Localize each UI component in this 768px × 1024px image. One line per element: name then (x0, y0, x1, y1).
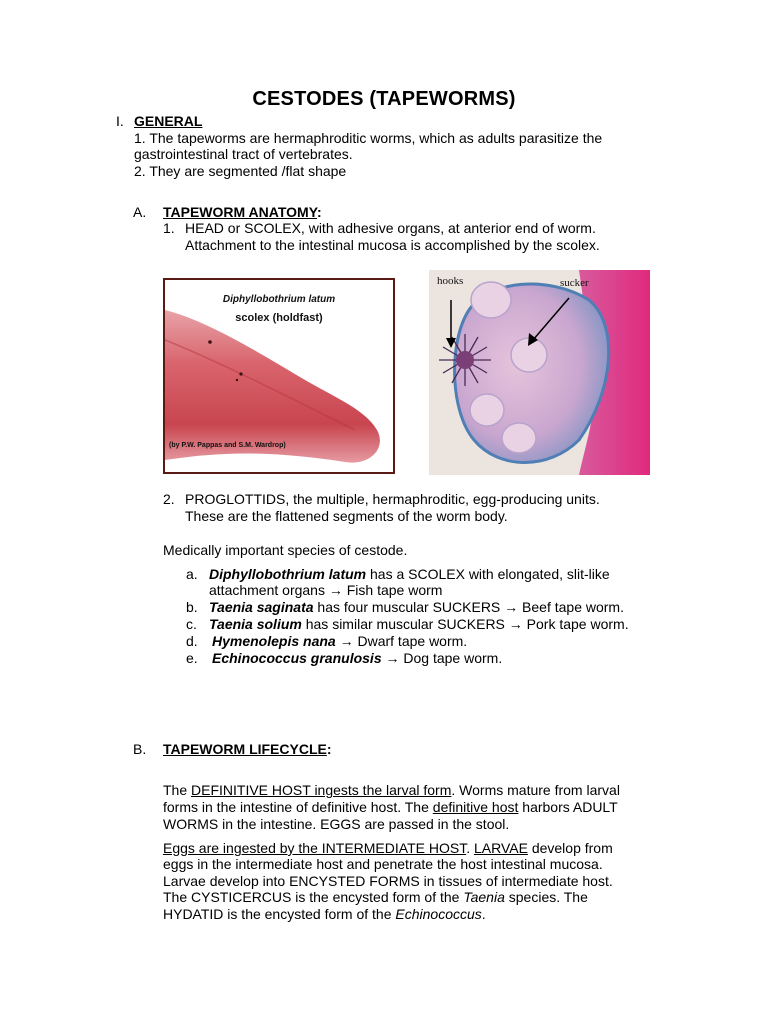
page-title: CESTODES (TAPEWORMS) (252, 88, 516, 110)
figure1-caption: scolex (holdfast) (235, 312, 323, 324)
anatomy-heading-text: TAPEWORM ANATOMY (163, 204, 317, 220)
figure1-species-label: Diphyllobothrium latum (222, 294, 336, 305)
lifecycle-p2-text-l4a: The CYSTICERCUS is the encysted form of the (163, 889, 464, 905)
scolex-photo-taenia (429, 270, 650, 475)
lifecycle-p2-text-l4b: species. The (504, 889, 588, 905)
species-text-e: → Dog tape worm. (381, 650, 503, 666)
species-letter-d: d. (186, 633, 198, 649)
lifecycle-p1-line-3: WORMS in the intestine. EGGS are passed in the stool. (163, 816, 510, 832)
lifecycle-p1-line-2 (163, 799, 618, 816)
lifecycle-p1-text-a: The (163, 782, 192, 798)
lifecycle-p1-text-c: harbors ADULT (518, 799, 618, 815)
general-line-1: 1. The tapeworms are hermaphroditic worms, which as adults parasitize the (134, 130, 603, 146)
lifecycle-p1-text-b: . Worms mature from larval (451, 782, 620, 798)
anatomy-item-2-line-2: These are the flattened segments of the worm body. (185, 508, 508, 524)
lifecycle-p2-text-a: . (466, 840, 474, 856)
species-text-a-line-2: attachment organs → Fish tape worm (209, 582, 443, 598)
lifecycle-heading-colon: : (326, 741, 332, 757)
subsection-heading-lifecycle (163, 741, 332, 758)
section-number-general: I. (116, 113, 124, 129)
species-name-a: Diphyllobothrium latum (209, 566, 367, 582)
lifecycle-p2-line-1 (163, 840, 613, 857)
lifecycle-p2-italic-echinococcus: Echinococcus (395, 906, 482, 922)
anatomy-item-1-number: 1. (163, 220, 175, 236)
lifecycle-p1-underline-1: DEFINITIVE HOST ingests the larval form (191, 782, 452, 798)
species-text-a: has a SCOLEX with elongated, slit-like (366, 566, 610, 582)
species-item-c (209, 616, 629, 633)
figure1-credit: (by P.W. Pappas and S.M. Wardrop) (169, 442, 286, 449)
lifecycle-p2-line-4 (163, 889, 588, 906)
species-name-e: Echinococcus granulosis (212, 650, 382, 666)
species-letter-b: b. (186, 599, 198, 615)
lifecycle-p1-underline-2: definitive host (432, 799, 519, 815)
lifecycle-p1-line-1 (163, 782, 620, 799)
species-letter-c: c. (186, 616, 197, 632)
species-name-b: Taenia saginata (209, 599, 314, 615)
lifecycle-p2-line-5 (163, 906, 486, 923)
lifecycle-p2-text-l5b: . (481, 906, 486, 922)
lifecycle-p2-italic-taenia: Taenia (463, 889, 505, 905)
lifecycle-p2-text-b: develop from (527, 840, 613, 856)
species-intro: Medically important species of cestode. (163, 542, 408, 558)
species-name-c: Taenia solium (209, 616, 302, 632)
species-text-c: has similar muscular SUCKERS → Pork tape worm. (301, 616, 629, 632)
species-item-b (209, 599, 624, 616)
species-item-d (212, 633, 467, 650)
lifecycle-p2-text-l5a: HYDATID is the encysted form of the (163, 906, 396, 922)
lifecycle-p1-text-l2: forms in the intestine of definitive host. The (163, 799, 433, 815)
scolex-photo-diphyllobothrium (163, 278, 395, 474)
species-text-b: has four muscular SUCKERS → Beef tape worm. (313, 599, 624, 615)
species-name-d: Hymenolepis nana (212, 633, 336, 649)
subsection-heading-anatomy (163, 204, 322, 221)
figure2-label-sucker: sucker (560, 277, 589, 289)
general-line-2: gastrointestinal tract of vertebrates. (134, 146, 353, 162)
species-letter-e: e. (186, 650, 198, 666)
anatomy-item-2-line-1: PROGLOTTIDS, the multiple, hermaphroditic, egg-producing units. (185, 491, 600, 507)
subsection-number-anatomy: A. (133, 204, 147, 220)
general-line-3: 2. They are segmented /flat shape (134, 163, 347, 179)
species-item-e (212, 650, 502, 667)
lifecycle-p2-underline-1: Eggs are ingested by the INTERMEDIATE HOST (163, 840, 467, 856)
anatomy-item-1-line-2: Attachment to the intestinal mucosa is accomplished by the scolex. (185, 237, 600, 253)
lifecycle-p2-line-3: Larvae develop into ENCYSTED FORMS in tissues of intermediate host. (163, 873, 613, 889)
anatomy-heading-colon: : (317, 204, 322, 220)
anatomy-item-2-number: 2. (163, 491, 175, 507)
section-heading-general: GENERAL (134, 113, 203, 129)
species-item-a (209, 566, 610, 583)
subsection-number-lifecycle: B. (133, 741, 147, 757)
anatomy-item-1-line-1: HEAD or SCOLEX, with adhesive organs, at anterior end of worm. (185, 220, 596, 236)
species-letter-a: a. (186, 566, 198, 582)
lifecycle-heading-text: TAPEWORM LIFECYCLE (163, 741, 327, 757)
lifecycle-p2-underline-2: LARVAE (473, 840, 528, 856)
lifecycle-p2-line-2: eggs in the intermediate host and penetrate the host intestinal mucosa. (163, 856, 603, 872)
species-text-d: → Dwarf tape worm. (335, 633, 468, 649)
figure2-label-hooks: hooks (437, 275, 464, 287)
